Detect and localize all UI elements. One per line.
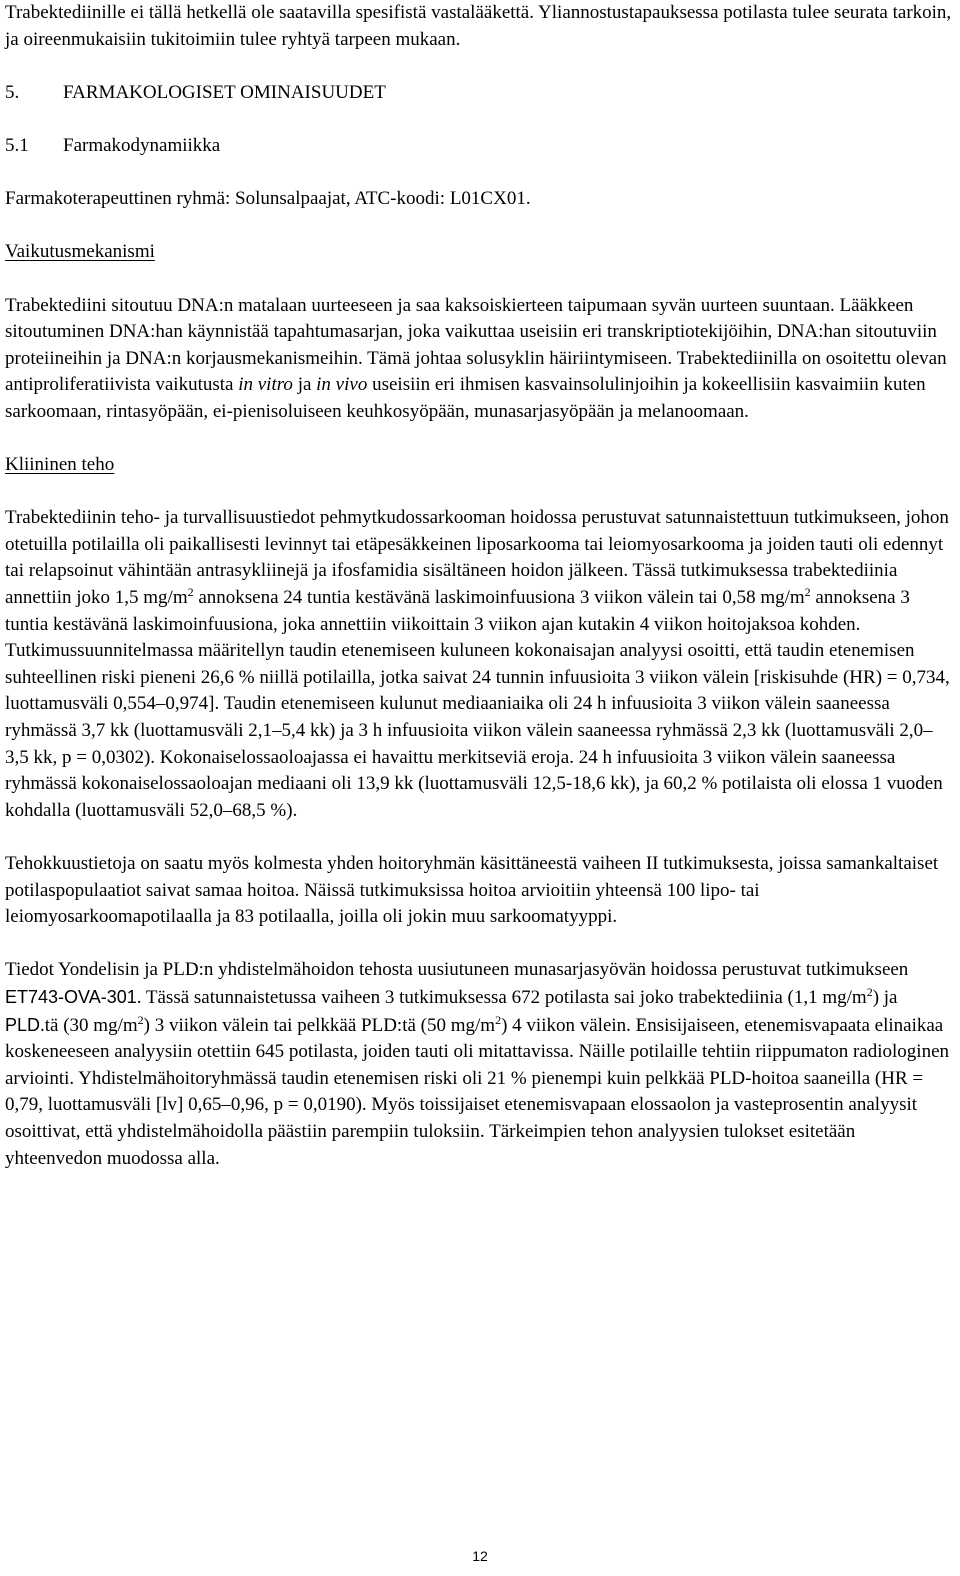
page-number: 12 xyxy=(472,1548,488,1564)
section-5-heading xyxy=(5,80,955,107)
clinical-p3-text-4: .tä (30 mg/m xyxy=(40,1014,138,1036)
clinical-p1-text-1: Trabektediinin teho- ja turvallisuustiedot pehmytkudossarkooman hoidossa perustuvat satunnaistettuun tutkimukseen, johon otetuilla potilailla oli paikallisesti levinnyt tai etäpesäkkeinen liposarkooma tai leiomyosarkooma ja joiden tauti oli edennyt tai relapsoinut vähintään antrasykliinejä ja ifosfamidia sisältäneen hoidon jälkeen. Tässä tutkimuksessa trabektediinia annettiin joko 1,5 mg/m xyxy=(5,507,949,609)
clinical-p3-text-1: Tiedot Yondelisin ja PLD:n yhdistelmähoidon tehosta uusiutuneen munasarjasyövän hoidossa perustuvat tutkimukseen xyxy=(5,959,909,981)
section-5-1-title: Farmakodynamiikka xyxy=(63,134,221,156)
study-code: ET743-OVA-301 xyxy=(5,986,137,1007)
in-vivo-term: in vivo xyxy=(316,374,368,396)
superscript-2: 2 xyxy=(187,585,194,600)
clinical-paragraph-1 xyxy=(5,505,955,824)
intro-paragraph: Trabektediinille ei tällä hetkellä ole saatavilla spesifistä vastalääkettä. Yliannostustapauksessa potilasta tulee seurata tarkoin, ja oireenmukaisiin tukitoimiin tulee ryhtyä tarpeen mukaan. xyxy=(5,2,952,50)
clinical-paragraph-3 xyxy=(5,957,955,1172)
mechanism-text-2: useisiin eri ihmisen kasvainsolulinjoihin ja kokeellisiin kasvaimiin kuten sarkoomaan, rintasyöpään, ei-pienisoluiseen keuhkosyöpään, munasarjasyöpään ja melanoomaan. xyxy=(5,374,926,422)
superscript-2: 2 xyxy=(495,1012,502,1027)
superscript-2: 2 xyxy=(137,1012,144,1027)
in-vitro-term: in vitro xyxy=(238,374,293,396)
pld-term: PLD xyxy=(5,1014,41,1035)
section-5-title: FARMAKOLOGISET OMINAISUUDET xyxy=(63,81,386,103)
mechanism-heading: Vaikutusmekanismi xyxy=(5,241,155,263)
clinical-p1-text-2: annoksena 24 tuntia kestävänä laskimoinfuusiona 3 viikon välein tai 0,58 mg/m xyxy=(193,587,805,609)
clinical-p3-text-6: ) 4 viikon välein. Ensisijaiseen, etenemisvapaata elinaikaa koskeneeseen analyysiin otettiin 645 potilasta, joiden tauti oli mitattavissa. Näille potilaille tehtiin riippumaton radiologinen arviointi. Yhdistelmähoitoryhmässä taudin etenemisen riski oli 21 % pienempi kuin pelkkää PLD-hoitoa saaneilla (HR = 0,79, luottamusväli [lv] 0,65–0,96, p = 0,0190). Myös toissijaiset etenemisvapaan elossaolon ja vasteprosentin analyysit osoittivat, että yhdistelmähoidolla päästiin parempiin tuloksiin. Tärkeimpien tehon analyysien tulokset esitetään yhteenvedon muodossa alla. xyxy=(5,1014,949,1169)
section-5-1-number: 5.1 xyxy=(5,134,29,156)
clinical-p3-text-3: ) ja xyxy=(872,986,898,1008)
clinical-paragraph-2: Tehokkuustietoja on saatu myös kolmesta yhden hoitoryhmän käsittäneestä vaiheen II tutkimuksesta, joissa samankaltaiset potilaspopulaatiot saivat samaa hoitoa. Näissä tutkimuksissa hoitoa arvioitiin yhteensä 100 lipo- tai leiomyosarkoomapotilaalla ja 83 potilaalla, joilla oli jokin muu sarkoomatyyppi. xyxy=(5,853,939,928)
section-5-1-heading xyxy=(5,133,955,160)
document-page xyxy=(5,0,955,1172)
mechanism-paragraph xyxy=(5,293,955,426)
superscript-2: 2 xyxy=(866,984,873,999)
clinical-p3-text-5: ) 3 viikon välein tai pelkkää PLD:tä (50 mg/m xyxy=(143,1014,496,1036)
mechanism-and: ja xyxy=(292,374,317,396)
clinical-p3-text-2: . Tässä satunnaistetussa vaiheen 3 tutkimuksessa 672 potilasta sai joko trabektediinia (1,1 mg/m xyxy=(136,986,867,1008)
clinical-heading: Kliininen teho xyxy=(5,454,115,476)
clinical-p1-text-3: annoksena 3 tuntia kestävänä laskimoinfuusiona, joka annettiin viikoittain 3 viikon ajan kutakin 4 viikon hoitojaksoa kohden. Tutkimussuunnitelmassa määritellyn taudin etenemiseen kuluneen kokonaisajan analyysi osoitti, että taudin etenemisen suhteellinen riski pieneni 26,6 % niillä potilailla, jotka saivat 24 tunnin infuusioita 3 viikon välein [riskisuhde (HR) = 0,734, luottamusväli 0,554–0,974]. Taudin etenemiseen kulunut mediaaniaika oli 24 h infuusioita 3 viikon välein saaneessa ryhmässä 3,7 kk (luottamusväli 2,1–5,4 kk) ja 3 h infuusioita viikon välein saaneessa ryhmässä 2,3 kk (luottamusväli 2,0–3,5 kk, p = 0,0302). Kokonaiselossaoloajassa ei havaittu merkitseviä eroja. 24 h infuusioita 3 viikon välein saaneessa ryhmässä kokonaiselossaoloajan mediaani oli 13,9 kk (luottamusväli 12,5-18,6 kk), ja 60,2 % potilaista oli elossa 1 vuoden kohdalla (luottamusväli 52,0–68,5 %). xyxy=(5,587,950,821)
mechanism-text-1: Trabektediini sitoutuu DNA:n matalaan uurteeseen ja saa kaksoiskierteen taipumaan syvän uurteen suuntaan. Lääkkeen sitoutuminen DNA:han käynnistää tapahtumasarjan, joka vaikuttaa useisiin eri transkriptiotekijöihin, DNA:han sitoutuviin proteiineihin ja DNA:n korjausmekanismeihin. Tämä johtaa solusyklin häiriintymiseen. Trabektediinilla on osoitettu olevan antiproliferatiivista vaikutusta xyxy=(5,294,947,396)
section-5-number: 5. xyxy=(5,81,20,103)
atc-paragraph: Farmakoterapeuttinen ryhmä: Solunsalpaajat, ATC-koodi: L01CX01. xyxy=(5,188,531,210)
superscript-2: 2 xyxy=(804,585,811,600)
